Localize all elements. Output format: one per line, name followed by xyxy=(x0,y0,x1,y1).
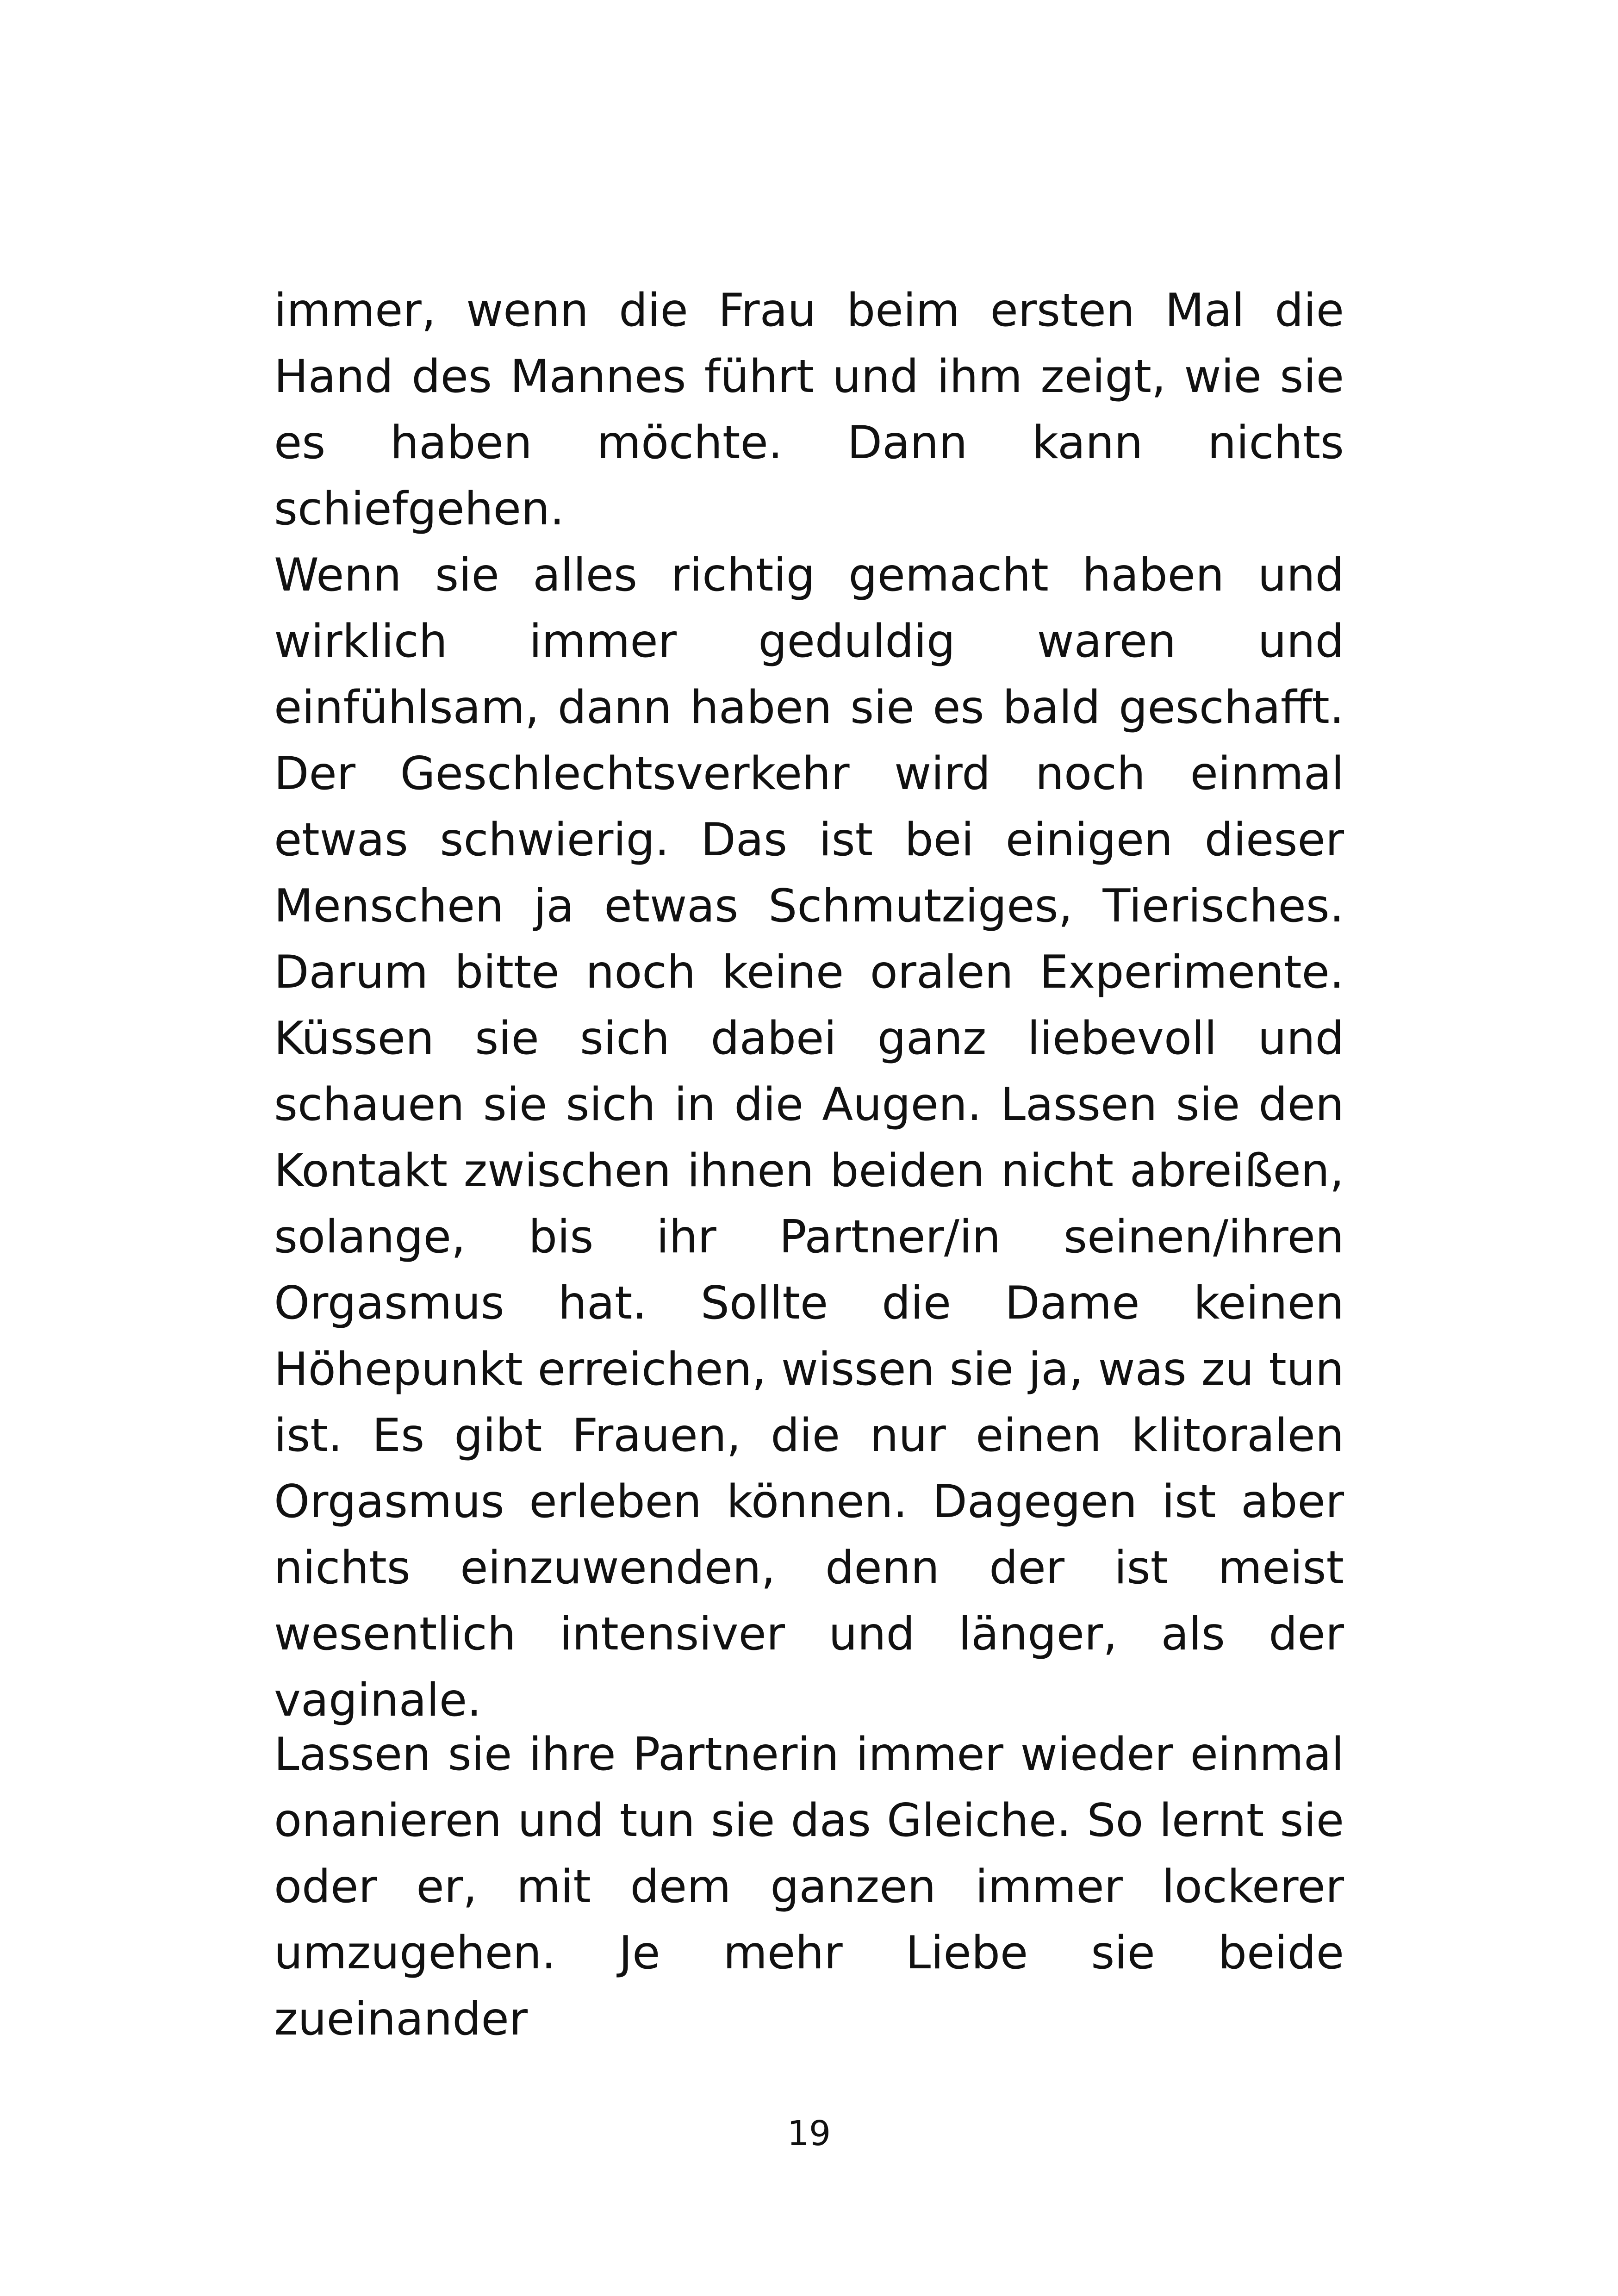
paragraph-1 xyxy=(274,278,1344,542)
paragraph-3-text: Lassen sie ihre Partnerin immer wieder einmal onanieren und tun sie das Gleiche. So lernt sie oder er, mit dem ganzen immer lockerer umzugehen. Je mehr Liebe sie beide zueinander xyxy=(274,1728,1344,2046)
paragraph-2 xyxy=(274,542,1344,1734)
paragraph-2-text: Wenn sie alles richtig gemacht haben und wirklich immer geduldig waren und einfühlsam, dann haben sie es bald geschafft. Der Geschlechtsverkehr wird noch einmal etwas schwierig. Das ist bei einigen dieser Menschen ja etwas Schmutziges, Tierisches. Darum bitte noch keine oralen Experimente. Küssen sie sich dabei ganz liebevoll und schauen sie sich in die Augen. Lassen sie den Kontakt zwischen ihnen beiden nicht abreißen, solange, bis ihr Partner/in seinen/ihren Orgasmus hat. Sollte die Dame keinen Höhepunkt erreichen, wissen sie ja, was zu tun ist. Es gibt Frauen, die nur einen klitoralen Orgasmus erleben können. Dagegen ist aber nichts einzuwenden, denn der ist meist wesentlich intensiver und länger, als der vaginale. xyxy=(274,549,1344,1727)
paragraph-1-text: immer, wenn die Frau beim ersten Mal die Hand des Mannes führt und ihm zeigt, wie sie es haben möchte. Dann kann nichts schiefgehen. xyxy=(274,284,1344,535)
paragraph-3 xyxy=(274,1722,1344,2053)
page-number: 19 xyxy=(787,2114,831,2153)
